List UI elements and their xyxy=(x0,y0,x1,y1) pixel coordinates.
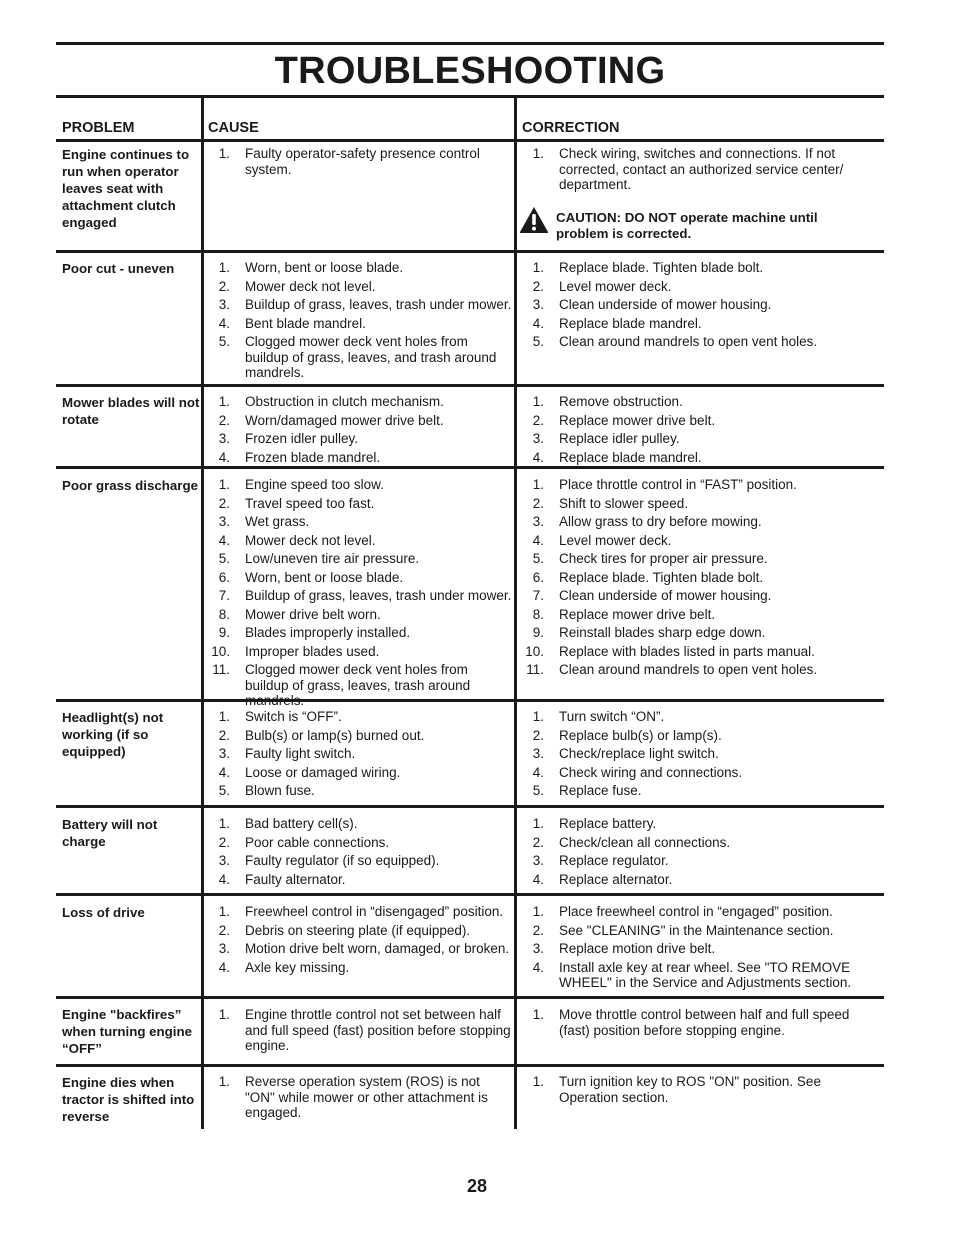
item-number: 5. xyxy=(532,551,544,566)
list-item xyxy=(522,260,867,276)
item-number: 1. xyxy=(532,816,544,831)
list-item xyxy=(522,728,867,744)
list-item xyxy=(522,872,867,888)
item-number: 4. xyxy=(218,959,230,975)
list-item xyxy=(522,477,867,493)
item-text: Motion drive belt worn, damaged, or broken. xyxy=(245,941,510,956)
list-item xyxy=(208,316,513,332)
item-number: 4. xyxy=(532,959,544,975)
list-item xyxy=(522,279,867,295)
item-text: Freewheel control in “disengaged” position. xyxy=(245,904,504,919)
list-item xyxy=(522,662,867,678)
item-number: 5. xyxy=(218,334,230,349)
item-text: Reverse operation system (ROS) is not "ON" while mower or other attachment is engaged. xyxy=(245,1074,488,1120)
item-number: 5. xyxy=(532,783,544,798)
problem-label: Loss of drive xyxy=(62,905,145,920)
list-item xyxy=(208,297,513,313)
header-cause: CAUSE xyxy=(208,120,259,136)
page-number: 28 xyxy=(466,1176,488,1196)
item-number: 1. xyxy=(218,816,230,831)
item-text: Worn, bent or loose blade. xyxy=(245,260,404,275)
item-number: 1. xyxy=(218,1007,230,1022)
list-item xyxy=(522,334,867,350)
list-item xyxy=(208,783,513,799)
item-text: Turn switch “ON”. xyxy=(559,709,665,724)
item-text: Engine throttle control not set between half and full speed (fast) position before stopping engine. xyxy=(245,1007,511,1053)
item-text: Replace blade. Tighten blade bolt. xyxy=(559,569,764,585)
item-number: 1. xyxy=(532,260,544,275)
row-rule xyxy=(56,384,884,387)
list-item xyxy=(522,853,867,869)
correction-list xyxy=(522,394,867,468)
list-item xyxy=(208,570,513,586)
item-text: See "CLEANING" in the Maintenance section. xyxy=(559,922,834,938)
correction-list xyxy=(522,1074,867,1108)
item-text: Check/clean all connections. xyxy=(559,834,731,850)
warning-icon xyxy=(519,206,549,234)
list-item xyxy=(208,904,513,920)
header-problem: PROBLEM xyxy=(62,120,135,136)
row-rule xyxy=(56,466,884,469)
item-number: 6. xyxy=(218,569,230,585)
item-number: 2. xyxy=(532,278,544,294)
correction-list xyxy=(522,146,867,196)
item-number: 2. xyxy=(532,834,544,850)
item-number: 3. xyxy=(218,514,230,529)
row-rule xyxy=(56,805,884,808)
item-number: 4. xyxy=(532,315,544,331)
item-text: Replace mower drive belt. xyxy=(559,606,716,622)
list-item xyxy=(208,941,513,957)
list-item xyxy=(522,746,867,762)
item-number: 4. xyxy=(532,449,544,465)
list-item xyxy=(522,835,867,851)
list-item xyxy=(522,1074,867,1105)
item-text: Replace mower drive belt. xyxy=(559,412,716,428)
list-item xyxy=(522,644,867,660)
list-item xyxy=(208,260,513,276)
problem-label: Engine "backfires” when turning engine “OFF” xyxy=(62,1007,193,1056)
list-item xyxy=(522,709,867,725)
item-text: Debris on steering plate (if equipped). xyxy=(245,922,471,938)
item-text: Axle key missing. xyxy=(245,959,350,975)
list-item xyxy=(522,496,867,512)
item-text: Blades improperly installed. xyxy=(245,625,411,640)
item-number: 2. xyxy=(218,278,230,294)
item-number: 7. xyxy=(532,588,544,603)
item-number: 4. xyxy=(532,532,544,548)
item-text: Clogged mower deck vent holes from buildup of grass, leaves, trash around xyxy=(245,662,471,693)
problem-label: Engine dies when tractor is shifted into reverse xyxy=(62,1075,195,1124)
item-number: 5. xyxy=(218,783,230,798)
item-number: 11. xyxy=(526,662,544,677)
list-item xyxy=(208,279,513,295)
item-number: 2. xyxy=(532,727,544,743)
list-item xyxy=(208,496,513,512)
item-number: 2. xyxy=(532,412,544,428)
list-item xyxy=(522,816,867,832)
list-item xyxy=(522,316,867,332)
list-item xyxy=(208,551,513,567)
item-text: Switch is “OFF”. xyxy=(245,709,342,724)
list-item xyxy=(522,551,867,567)
cause-list xyxy=(208,1074,513,1124)
item-text: Install axle key at rear wheel. See "TO REMOVE WHEEL" in the Service and Adjustments section. xyxy=(559,959,852,990)
problem-label: Poor grass discharge xyxy=(62,478,198,493)
item-number: 7. xyxy=(218,588,230,603)
item-number: 1. xyxy=(218,260,230,275)
item-text: Move throttle control between half and full speed (fast) position before stopping engine. xyxy=(559,1007,850,1038)
item-number: 4. xyxy=(218,315,230,331)
item-number: 10. xyxy=(211,643,230,659)
item-text: Place throttle control in “FAST” position. xyxy=(559,477,797,492)
item-text: Improper blades used. xyxy=(245,643,380,659)
item-text: Faulty regulator (if so equipped). xyxy=(245,853,440,868)
item-text: Replace alternator. xyxy=(559,871,673,887)
list-item xyxy=(522,146,867,193)
item-text: Replace motion drive belt. xyxy=(559,941,716,956)
list-item xyxy=(208,413,513,429)
problem-label: Headlight(s) not working (if so equipped) xyxy=(62,710,164,759)
item-number: 3. xyxy=(218,746,230,761)
item-text: Replace battery. xyxy=(559,816,657,831)
item-text: Faulty alternator. xyxy=(245,871,346,887)
item-text: Replace blade. Tighten blade bolt. xyxy=(559,260,764,275)
item-number: 3. xyxy=(532,431,544,446)
item-text: Bent blade mandrel. xyxy=(245,315,366,331)
item-text: Mower deck not level. xyxy=(245,278,376,294)
item-number: 4. xyxy=(218,532,230,548)
item-text: Faulty light switch. xyxy=(245,746,356,761)
list-item xyxy=(522,431,867,447)
item-text: Allow grass to dry before mowing. xyxy=(559,514,762,529)
item-text: Clean around mandrels to open vent holes. xyxy=(559,662,818,677)
item-number: 1. xyxy=(218,1074,230,1089)
item-text: Clean around mandrels to open vent holes. xyxy=(559,334,818,349)
item-number: 2. xyxy=(218,412,230,428)
list-item xyxy=(522,904,867,920)
item-text: Clean underside of mower housing. xyxy=(559,588,772,603)
item-number: 6. xyxy=(532,569,544,585)
item-number: 2. xyxy=(532,922,544,938)
item-number: 3. xyxy=(218,431,230,446)
item-text: Buildup of grass, leaves, trash under mower. xyxy=(245,588,512,603)
item-text: Shift to slower speed. xyxy=(559,495,689,511)
item-text: Check wiring, switches and connections. If not corrected, contact an authorized service center/ department. xyxy=(559,146,844,192)
item-number: 3. xyxy=(532,941,544,956)
header-correction: CORRECTION xyxy=(522,120,620,136)
list-item xyxy=(208,514,513,530)
problem-label: Poor cut - uneven xyxy=(62,261,175,276)
item-text: Level mower deck. xyxy=(559,532,672,548)
list-item xyxy=(522,607,867,623)
item-text: Reinstall blades sharp edge down. xyxy=(559,625,766,640)
item-number: 9. xyxy=(532,625,544,640)
item-number: 1. xyxy=(532,477,544,492)
header-rule xyxy=(56,139,884,142)
item-number: 2. xyxy=(532,495,544,511)
list-item xyxy=(208,853,513,869)
row-rule xyxy=(56,1064,884,1067)
item-number: 3. xyxy=(532,297,544,312)
item-number: 1. xyxy=(218,477,230,492)
item-text: Obstruction in clutch mechanism. xyxy=(245,394,444,409)
list-item xyxy=(522,923,867,939)
title-rule xyxy=(56,95,884,98)
list-item xyxy=(208,816,513,832)
item-number: 5. xyxy=(532,334,544,349)
list-item xyxy=(208,1007,513,1054)
list-item xyxy=(522,533,867,549)
item-number: 1. xyxy=(218,709,230,724)
item-text: Low/uneven tire air pressure. xyxy=(245,551,420,566)
correction-list xyxy=(522,260,867,353)
list-item xyxy=(208,477,513,493)
correction-list xyxy=(522,904,867,994)
correction-list xyxy=(522,816,867,890)
item-text: Remove obstruction. xyxy=(559,394,683,409)
item-number: 9. xyxy=(218,625,230,640)
item-text: Bad battery cell(s). xyxy=(245,816,358,831)
item-number: 2. xyxy=(218,727,230,743)
list-item xyxy=(208,607,513,623)
item-text: Frozen idler pulley. xyxy=(245,431,359,446)
list-item xyxy=(208,431,513,447)
list-item xyxy=(208,872,513,888)
item-number: 3. xyxy=(218,853,230,868)
cause-list xyxy=(208,477,513,712)
item-text: Buildup of grass, leaves, trash under mower. xyxy=(245,297,512,312)
item-number: 3. xyxy=(218,297,230,312)
item-number: 4. xyxy=(218,764,230,780)
item-text: Replace fuse. xyxy=(559,783,642,798)
item-text: Place freewheel control in “engaged” position. xyxy=(559,904,833,919)
item-text: Frozen blade mandrel. xyxy=(245,449,381,465)
item-number: 1. xyxy=(218,394,230,409)
list-item xyxy=(208,450,513,466)
correction-list xyxy=(522,709,867,802)
list-item xyxy=(208,625,513,641)
list-item xyxy=(522,413,867,429)
cause-list xyxy=(208,709,513,802)
list-item xyxy=(208,960,513,976)
item-text: Worn/damaged mower drive belt. xyxy=(245,412,444,428)
cause-list xyxy=(208,816,513,890)
item-text: Replace idler pulley. xyxy=(559,431,680,446)
list-item xyxy=(522,765,867,781)
correction-list xyxy=(522,477,867,681)
list-item xyxy=(208,394,513,410)
list-item xyxy=(208,746,513,762)
problem-label: Engine continues to run when operator leaves seat with attachment clutch engaged xyxy=(62,147,190,230)
item-number: 3. xyxy=(532,853,544,868)
list-item xyxy=(522,450,867,466)
top-rule xyxy=(56,42,884,45)
item-text: Check tires for proper air pressure. xyxy=(559,551,768,566)
item-number: 1. xyxy=(218,146,230,161)
item-number: 1. xyxy=(532,1074,544,1089)
list-item xyxy=(208,923,513,939)
cause-list xyxy=(208,1007,513,1057)
item-text: Mower drive belt worn. xyxy=(245,606,381,622)
item-number: 2. xyxy=(218,834,230,850)
item-number: 2. xyxy=(218,922,230,938)
list-item xyxy=(522,588,867,604)
item-number: 1. xyxy=(532,904,544,919)
list-item xyxy=(522,570,867,586)
item-text: Check/replace light switch. xyxy=(559,746,719,761)
list-item xyxy=(208,709,513,725)
list-item xyxy=(208,146,513,177)
item-number: 11. xyxy=(212,662,230,677)
list-item xyxy=(522,1007,867,1038)
item-number: 4. xyxy=(532,871,544,887)
item-text: Worn, bent or loose blade. xyxy=(245,569,404,585)
item-number: 1. xyxy=(532,1007,544,1022)
item-number: 1. xyxy=(218,904,230,919)
list-item xyxy=(522,783,867,799)
list-item xyxy=(208,334,513,381)
item-number: 2. xyxy=(218,495,230,511)
cause-list xyxy=(208,260,513,384)
item-number: 5. xyxy=(218,551,230,566)
row-rule xyxy=(56,996,884,999)
list-item xyxy=(522,625,867,641)
item-text: Poor cable connections. xyxy=(245,834,390,850)
item-text: Turn ignition key to ROS "ON" position. See Operation section. xyxy=(559,1074,821,1105)
correction-list xyxy=(522,1007,867,1041)
item-number: 3. xyxy=(532,746,544,761)
caution-text: CAUTION: DO NOT operate machine until problem is corrected. xyxy=(556,210,818,241)
item-text: Travel speed too fast. xyxy=(245,495,375,511)
list-item xyxy=(522,394,867,410)
list-item xyxy=(208,728,513,744)
item-text: Faulty operator-safety presence control system. xyxy=(245,146,480,177)
item-text: Engine speed too slow. xyxy=(245,477,384,492)
problem-label: Mower blades will not rotate xyxy=(62,395,200,427)
item-text: Replace regulator. xyxy=(559,853,669,868)
item-text: Clean underside of mower housing. xyxy=(559,297,772,312)
list-item xyxy=(208,533,513,549)
list-item xyxy=(208,588,513,604)
cause-list xyxy=(208,904,513,978)
item-number: 4. xyxy=(218,871,230,887)
list-item xyxy=(208,835,513,851)
cause-list xyxy=(208,394,513,468)
cause-list xyxy=(208,146,513,180)
problem-label: Battery will not charge xyxy=(62,817,158,849)
page-title: TROUBLESHOOTING xyxy=(274,50,666,92)
item-text: Bulb(s) or lamp(s) burned out. xyxy=(245,727,425,743)
item-text: Replace blade mandrel. xyxy=(559,449,702,465)
list-item xyxy=(522,297,867,313)
item-number: 3. xyxy=(532,514,544,529)
item-number: 8. xyxy=(532,606,544,622)
item-text: Level mower deck. xyxy=(559,278,672,294)
row-rule xyxy=(56,893,884,896)
row-rule xyxy=(56,699,884,702)
item-number: 4. xyxy=(218,449,230,465)
item-number: 1. xyxy=(532,394,544,409)
item-text: Replace blade mandrel. xyxy=(559,315,702,331)
item-number: 1. xyxy=(532,709,544,724)
item-text: Replace with blades listed in parts manual. xyxy=(559,643,815,659)
item-number: 8. xyxy=(218,606,230,622)
row-rule xyxy=(56,250,884,253)
item-text: Replace bulb(s) or lamp(s). xyxy=(559,727,722,743)
item-text: Mower deck not level. xyxy=(245,532,376,548)
list-item xyxy=(522,960,867,991)
item-text: Clogged mower deck vent holes from buildup of grass, leaves, and trash around mandrels. xyxy=(245,334,497,380)
item-number: 4. xyxy=(532,764,544,780)
item-text: Check wiring and connections. xyxy=(559,764,743,780)
item-text: Loose or damaged wiring. xyxy=(245,764,401,780)
item-number: 3. xyxy=(218,941,230,956)
list-item xyxy=(208,644,513,660)
item-text: Wet grass. xyxy=(245,514,310,529)
item-text: Blown fuse. xyxy=(245,783,315,798)
item-number: 1. xyxy=(532,146,544,161)
list-item xyxy=(522,514,867,530)
item-number: 10. xyxy=(525,643,544,659)
list-item xyxy=(208,765,513,781)
list-item xyxy=(522,941,867,957)
list-item xyxy=(208,1074,513,1121)
